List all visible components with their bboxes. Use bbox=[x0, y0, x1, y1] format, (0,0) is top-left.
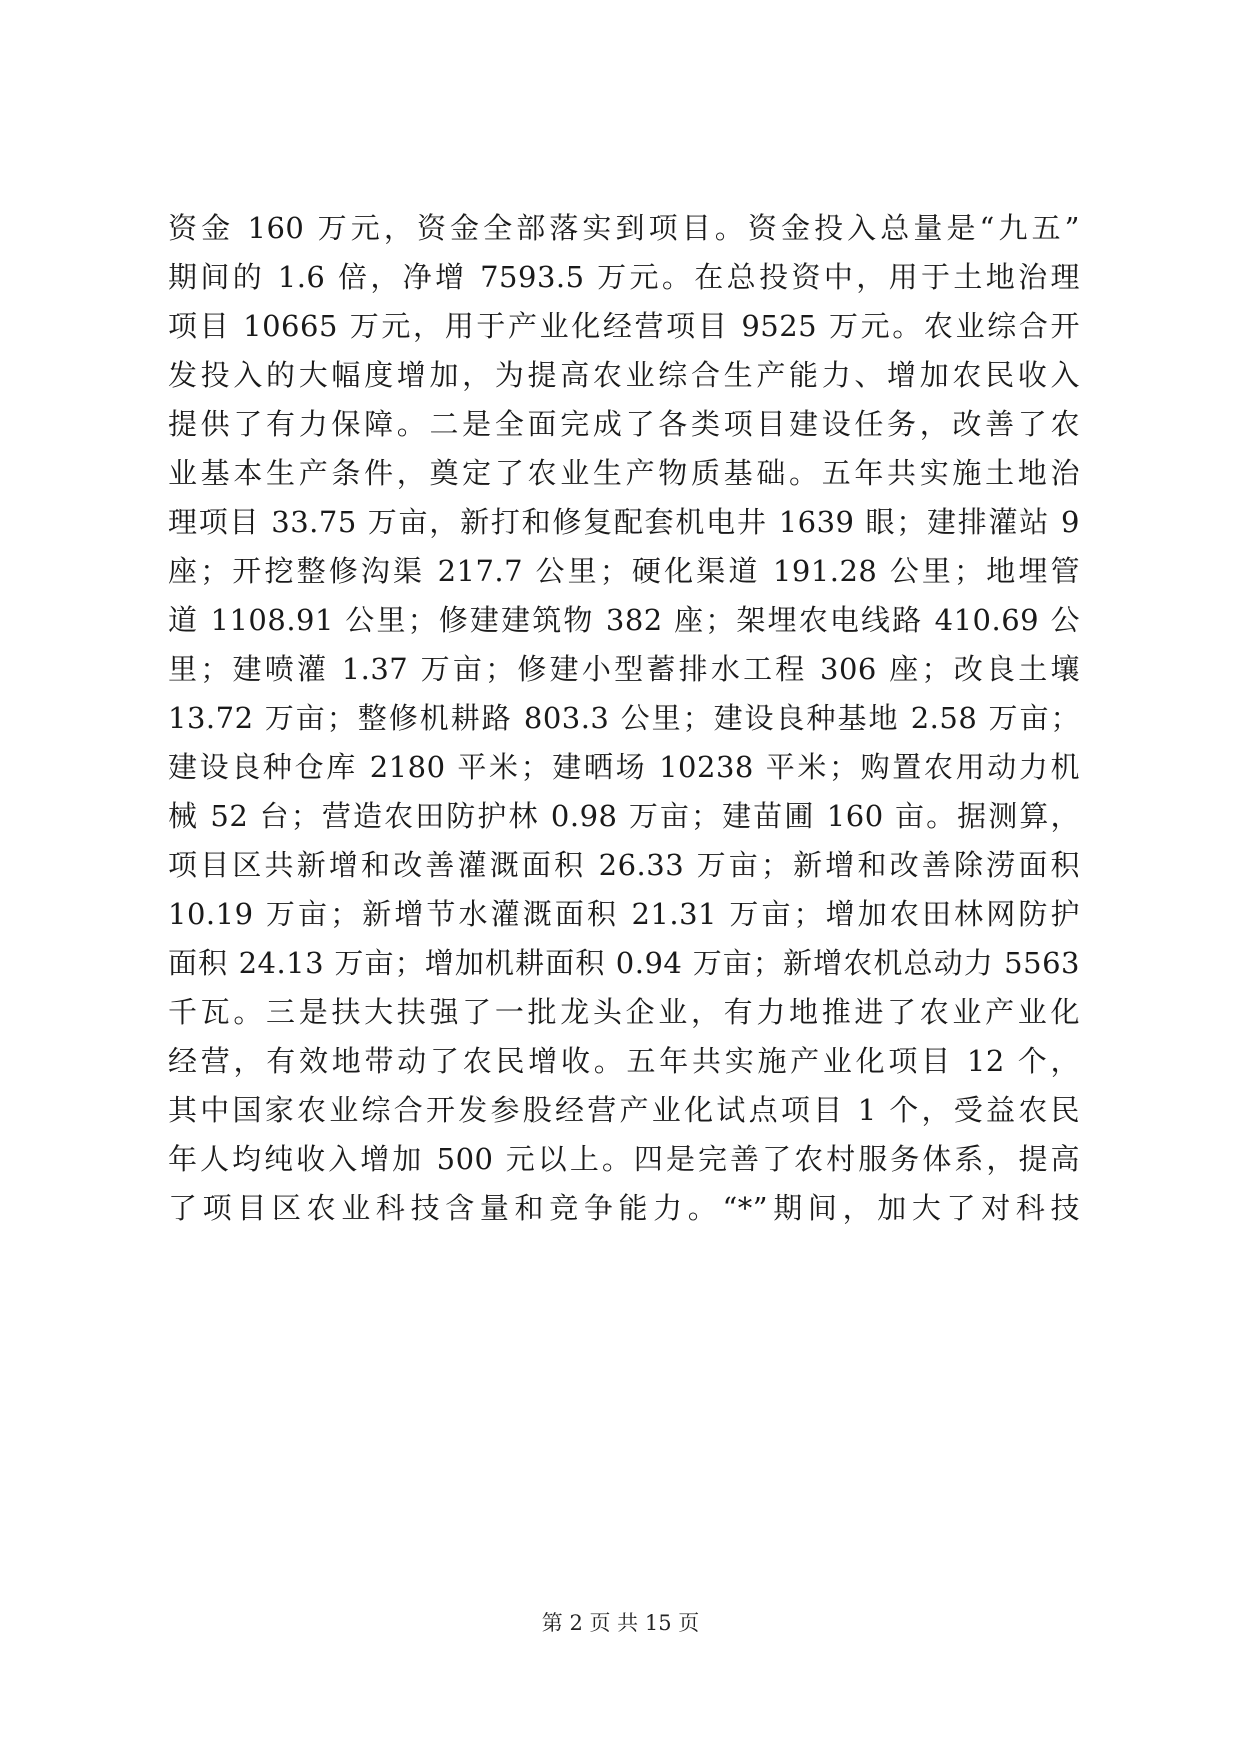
text-line: 面积 24.13 万亩；增加机耕面积 0.94 万亩；新增农机总动力 5563 bbox=[168, 946, 1080, 980]
text-line: 里；建喷灌 1.37 万亩；修建小型蓄排水工程 306 座；改良土壤 bbox=[168, 652, 1080, 686]
text-line: 项目 10665 万元，用于产业化经营项目 9525 万元。农业综合开 bbox=[168, 309, 1080, 343]
text-line: 道 1108.91 公里；修建建筑物 382 座；架埋农电线路 410.69 公 bbox=[168, 603, 1080, 637]
text-line: 建设良种仓库 2180 平米；建晒场 10238 平米；购置农用动力机 bbox=[168, 750, 1080, 784]
text-line: 13.72 万亩；整修机耕路 803.3 公里；建设良种基地 2.58 万亩； bbox=[168, 701, 1080, 735]
text-line: 经营，有效地带动了农民增收。五年共实施产业化项目 12 个， bbox=[168, 1044, 1080, 1078]
text-line: 资金 160 万元，资金全部落实到项目。资金投入总量是“九五” bbox=[168, 211, 1080, 245]
page-number: 第 2 页 共 15 页 bbox=[541, 1611, 700, 1635]
text-line: 项目区共新增和改善灌溉面积 26.33 万亩；新增和改善除涝面积 bbox=[168, 848, 1080, 882]
text-line: 械 52 台；营造农田防护林 0.98 万亩；建苗圃 160 亩。据测算， bbox=[168, 799, 1080, 833]
text-line: 理项目 33.75 万亩，新打和修复配套机电井 1639 眼；建排灌站 9 bbox=[168, 505, 1080, 539]
text-line: 了项目区农业科技含量和竞争能力。“*”期间，加大了对科技 bbox=[168, 1191, 1080, 1225]
text-line: 业基本生产条件，奠定了农业生产物质基础。五年共实施土地治 bbox=[168, 456, 1080, 490]
body-paragraph bbox=[168, 204, 1080, 1233]
text-line: 发投入的大幅度增加，为提高农业综合生产能力、增加农民收入 bbox=[168, 358, 1080, 392]
text-line: 其中国家农业综合开发参股经营产业化试点项目 1 个，受益农民 bbox=[168, 1093, 1080, 1127]
text-line: 座；开挖整修沟渠 217.7 公里；硬化渠道 191.28 公里；地埋管 bbox=[168, 554, 1080, 588]
text-line: 年人均纯收入增加 500 元以上。四是完善了农村服务体系，提高 bbox=[168, 1142, 1080, 1176]
page-footer bbox=[0, 1608, 1241, 1638]
text-line: 千瓦。三是扶大扶强了一批龙头企业，有力地推进了农业产业化 bbox=[168, 995, 1080, 1029]
text-line: 期间的 1.6 倍，净增 7593.5 万元。在总投资中，用于土地治理 bbox=[168, 260, 1080, 294]
text-line: 提供了有力保障。二是全面完成了各类项目建设任务，改善了农 bbox=[168, 407, 1080, 441]
text-line: 10.19 万亩；新增节水灌溉面积 21.31 万亩；增加农田林网防护 bbox=[168, 897, 1080, 931]
